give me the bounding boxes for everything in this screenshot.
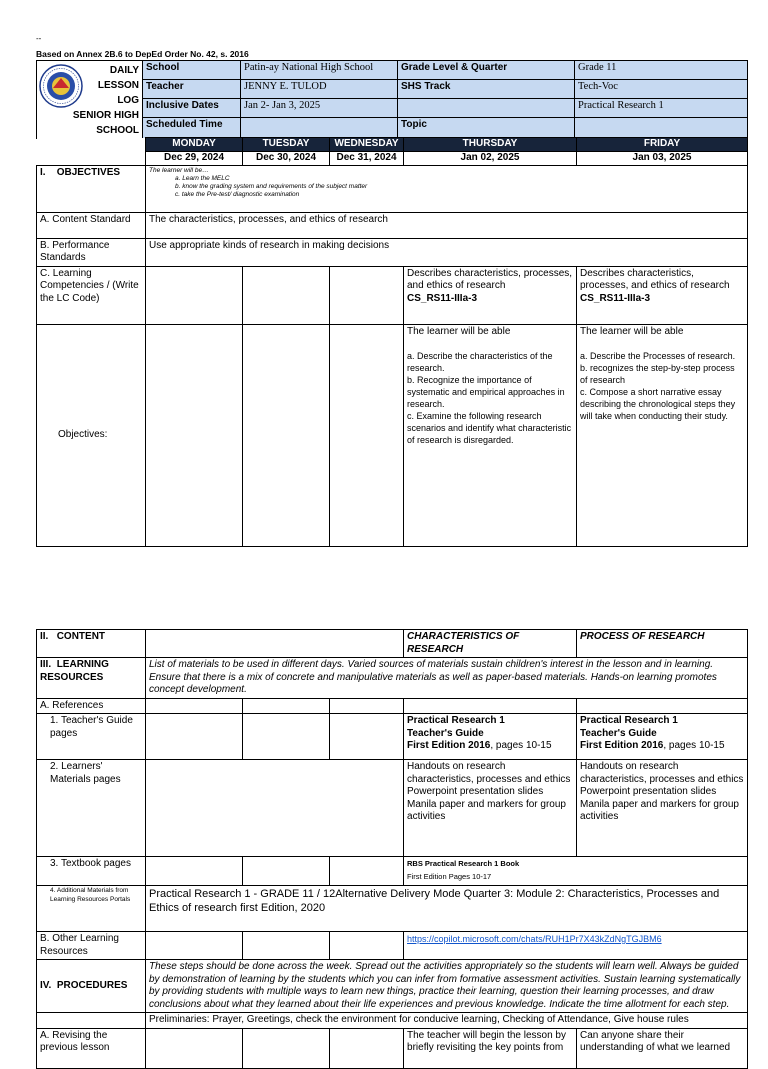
tb-wed	[330, 857, 404, 886]
procedures-note: These steps should be done across the week. Spread out the activities appropriately so the students will learn well. Always be guided by demonstration of learning by the students which you can infer from formative assessment activities. Sustain learning systematically by providing students with multiple ways to learn new things, practice their learning, question their learning processes, and draw conclusions about what they learned about their life experiences and previous knowledge. Indicate the time allotment for each step.	[146, 960, 748, 1013]
other-tue	[243, 932, 330, 960]
additional-value: Practical Research 1 - GRADE 11 / 12Alternative Delivery Mode Quarter 3: Module 2: Characteristics, Processes and Ethics of research first Edition, 2020	[146, 886, 748, 932]
textbook-label: 3. Textbook pages	[37, 857, 146, 886]
tg-friday: Practical Research 1 Teacher's Guide First Edition 2016, pages 10-15	[577, 714, 748, 760]
comp-thursday: Describes characteristics, processes, and ethics of research CS_RS11-IIIa-3	[404, 266, 577, 324]
objectives-sub-label: Objectives:	[37, 324, 146, 546]
title-cell	[37, 61, 143, 139]
topic-label: Topic	[398, 118, 575, 139]
revise-wed	[330, 1028, 404, 1068]
content-thursday: CHARACTERISTICS OF RESEARCH	[404, 630, 577, 658]
subject-value: Practical Research 1	[575, 99, 748, 118]
additional-label: 4. Additional Materials from Learning Resources Portals	[37, 886, 146, 932]
revise-tue	[243, 1028, 330, 1068]
objectives-table	[36, 137, 748, 547]
resources-note: List of materials to be used in different days. Varied sources of materials sustain children's interest in the lesson and in learning. Ensure that there is a mix of concrete and manipulative materials as well as paper-based materials. Hands-on learning promotes concept development.	[146, 658, 748, 699]
corner-cell	[37, 138, 146, 166]
obj-friday: The learner will be able a. Describe the Processes of research. b. recognizes the step-by-step process of research c. Compose a short narrative essay describing the chronological steps they will take when conducting their study.	[577, 324, 748, 546]
ref-wed	[330, 698, 404, 714]
obj-monday	[146, 324, 243, 546]
revise-label: A. Revising the previous lesson	[37, 1028, 146, 1068]
based-on-note: Based on Annex 2B.6 to DepEd Order No. 42, s. 2016	[36, 49, 249, 59]
empty-label	[398, 99, 575, 118]
tg-wed	[330, 714, 404, 760]
prelim-value: Preliminaries: Prayer, Greetings, check the environment for conducive learning, Checking of Attendance, Give house rules	[146, 1013, 748, 1029]
date-thursday: Jan 02, 2025	[404, 152, 577, 166]
teacher-value: JENNY E. TULOD	[241, 80, 398, 99]
school-label: School	[143, 61, 241, 80]
comp-tuesday	[243, 266, 330, 324]
copilot-link[interactable]: https://copilot.microsoft.com/chats/RUH1Pr7X43kZdNgTGJBM6	[407, 934, 662, 944]
comp-monday	[146, 266, 243, 324]
dates-label: Inclusive Dates	[143, 99, 241, 118]
tb-mon	[146, 857, 243, 886]
ref-thu	[404, 698, 577, 714]
textbook-value: RBS Practical Research 1 Book First Edition Pages 10-17	[404, 857, 748, 886]
content-std-value: The characteristics, processes, and ethics of research	[146, 212, 748, 238]
lm-label: 2. Learners' Materials pages	[37, 760, 146, 857]
resources-label: III. LEARNING RESOURCES	[37, 658, 146, 699]
day-monday: MONDAY	[146, 138, 243, 152]
content-friday: PROCESS OF RESEARCH	[577, 630, 748, 658]
revise-thursday: The teacher will begin the lesson by briefly revisiting the key points from	[404, 1028, 577, 1068]
teacher-label: Teacher	[143, 80, 241, 99]
resources-table	[36, 629, 748, 1069]
track-value: Tech-Voc	[575, 80, 748, 99]
comp-friday: Describes characteristics, processes, and ethics of research CS_RS11-IIIa-3	[577, 266, 748, 324]
day-friday: FRIDAY	[577, 138, 748, 152]
obj-wednesday	[330, 324, 404, 546]
tg-tue	[243, 714, 330, 760]
grade-label: Grade Level & Quarter	[398, 61, 575, 80]
other-label: B. Other Learning Resources	[37, 932, 146, 960]
lm-empty	[146, 760, 404, 857]
revise-friday: Can anyone share their understanding of what we learned	[577, 1028, 748, 1068]
other-value	[404, 932, 748, 960]
tg-mon	[146, 714, 243, 760]
comp-wednesday	[330, 266, 404, 324]
objectives-intro: The learner will be… a. Learn the MELC b. know the grading system and requirements of the subject matter c. take the Pre-test/ diagnostic examination	[146, 165, 748, 212]
tg-thursday: Practical Research 1 Teacher's Guide First Edition 2016, pages 10-15	[404, 714, 577, 760]
obj-tuesday	[243, 324, 330, 546]
sched-label: Scheduled Time	[143, 118, 241, 139]
day-wednesday: WEDNESDAY	[330, 138, 404, 152]
date-tuesday: Dec 30, 2024	[243, 152, 330, 166]
topic-value	[575, 118, 748, 139]
procedures-label: IV. PROCEDURES	[37, 960, 146, 1013]
content-label: II. CONTENT	[37, 630, 146, 658]
tb-tue	[243, 857, 330, 886]
perf-std-value: Use appropriate kinds of research in making decisions	[146, 238, 748, 266]
dates-value: Jan 2- Jan 3, 2025	[241, 99, 398, 118]
obj-thursday: The learner will be able a. Describe the characteristics of the research. b. Recognize the importance of systematic and empirical approaches in research. c. Examine the following research scenarios and identify what characteristic of research is disregarded.	[404, 324, 577, 546]
grade-value: Grade 11	[575, 61, 748, 80]
date-friday: Jan 03, 2025	[577, 152, 748, 166]
dll-title: DAILY LESSON LOG SENIOR HIGH SCHOOL	[72, 65, 139, 136]
day-thursday: THURSDAY	[404, 138, 577, 152]
lm-friday: Handouts on research characteristics, processes and ethics Powerpoint presentation slides Manila paper and markers for group activities	[577, 760, 748, 857]
revise-mon	[146, 1028, 243, 1068]
other-wed	[330, 932, 404, 960]
competencies-label: C. Learning Competencies / (Write the LC Code)	[37, 266, 146, 324]
objectives-label: I. OBJECTIVES	[37, 165, 146, 212]
date-monday: Dec 29, 2024	[146, 152, 243, 166]
perf-std-label: B. Performance Standards	[37, 238, 146, 266]
header-table	[36, 60, 748, 139]
school-value: Patin-ay National High School	[241, 61, 398, 80]
prelim-blank	[37, 1013, 146, 1029]
other-mon	[146, 932, 243, 960]
references-label: A. References	[37, 698, 146, 714]
sched-value	[241, 118, 398, 139]
tg-label: 1. Teacher's Guide pages	[37, 714, 146, 760]
date-wednesday: Dec 31, 2024	[330, 152, 404, 166]
content-std-label: A. Content Standard	[37, 212, 146, 238]
top-mark: --	[36, 34, 42, 43]
day-tuesday: TUESDAY	[243, 138, 330, 152]
content-empty	[146, 630, 404, 658]
track-label: SHS Track	[398, 80, 575, 99]
lm-thursday: Handouts on research characteristics, processes and ethics Powerpoint presentation slides Manila paper and markers for group activities	[404, 760, 577, 857]
ref-fri	[577, 698, 748, 714]
ref-tue	[243, 698, 330, 714]
ref-mon	[146, 698, 243, 714]
